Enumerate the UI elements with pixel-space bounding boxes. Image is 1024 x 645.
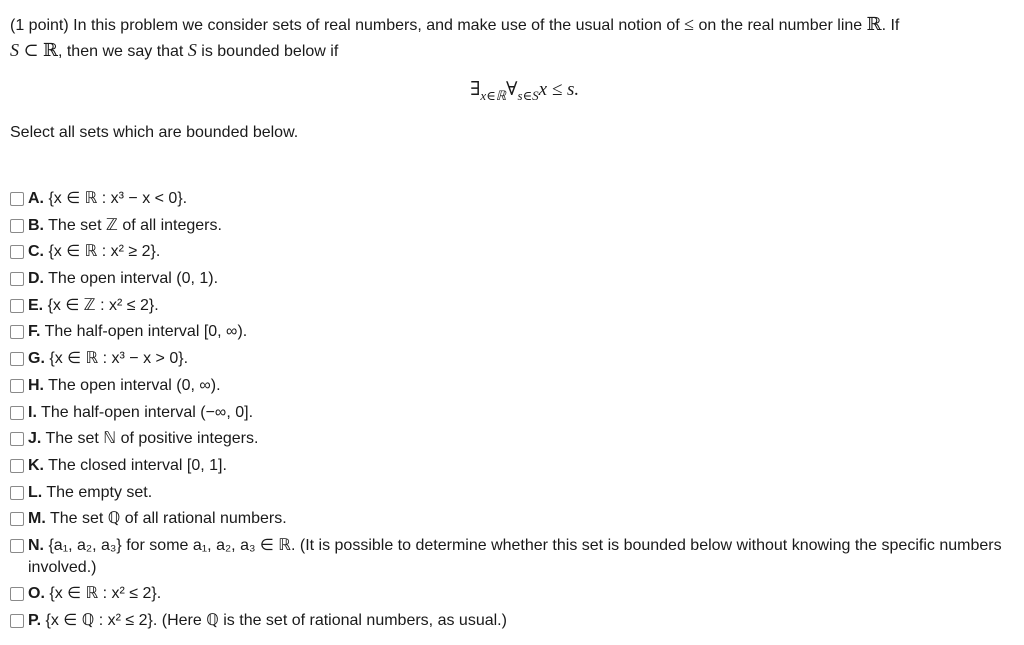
points-label: (1 point) xyxy=(10,17,69,34)
option-text: The empty set. xyxy=(46,483,153,501)
option-text: The open interval (0, ∞). xyxy=(48,376,221,394)
option-text: The set ℕ of positive integers. xyxy=(45,430,259,448)
option-row[interactable] xyxy=(10,215,1014,242)
option-checkbox[interactable] xyxy=(10,539,24,553)
option-checkbox[interactable] xyxy=(10,614,24,628)
option-letter: M. xyxy=(28,510,46,528)
option-row[interactable] xyxy=(10,295,1014,322)
option-row[interactable] xyxy=(10,188,1014,215)
option-letter: H. xyxy=(28,376,44,394)
option-letter: I. xyxy=(28,403,37,421)
option-text: The set ℚ of all rational numbers. xyxy=(49,510,287,528)
option-text-wrapper xyxy=(28,375,1014,397)
option-checkbox[interactable] xyxy=(10,406,24,420)
answer-options xyxy=(10,188,1014,636)
option-text-wrapper xyxy=(28,610,1014,632)
option-letter: D. xyxy=(28,270,44,288)
option-checkbox[interactable] xyxy=(10,512,24,526)
option-text-wrapper xyxy=(28,268,1014,290)
option-text-wrapper xyxy=(28,482,1014,504)
reals-symbol: ℝ xyxy=(866,14,882,34)
option-letter: F. xyxy=(28,323,41,341)
reals-symbol: ℝ xyxy=(43,40,58,60)
option-row[interactable] xyxy=(10,482,1014,509)
option-letter: G. xyxy=(28,350,45,368)
option-row[interactable] xyxy=(10,610,1014,637)
option-row[interactable] xyxy=(10,375,1014,402)
option-text-wrapper xyxy=(28,455,1014,477)
exists-symbol: ∃ xyxy=(470,79,481,100)
option-text-wrapper xyxy=(28,348,1014,370)
option-text: The half-open interval [0, ∞). xyxy=(44,323,248,341)
option-text: {x ∈ ℝ : x³ − x < 0}. xyxy=(48,190,188,207)
option-row[interactable] xyxy=(10,402,1014,429)
option-letter: O. xyxy=(28,584,45,602)
option-text-wrapper xyxy=(28,241,1014,263)
option-text-wrapper xyxy=(28,583,1014,605)
forall-subscript: s∈S xyxy=(517,87,539,103)
option-text: {x ∈ ℝ : x² ≥ 2}. xyxy=(48,243,161,261)
option-letter: A. xyxy=(28,190,44,207)
option-letter: L. xyxy=(28,483,43,501)
intro-text: , then we say that xyxy=(57,43,184,60)
option-checkbox[interactable] xyxy=(10,352,24,366)
option-text: {x ∈ ℝ : x² ≤ 2}. xyxy=(49,584,162,602)
intro-text: on the real number line xyxy=(698,17,863,34)
problem-intro xyxy=(10,12,1014,64)
option-row[interactable] xyxy=(10,535,1014,583)
question-prompt: Select all sets which are bounded below. xyxy=(10,124,299,141)
set-symbol: S xyxy=(10,40,19,60)
option-checkbox[interactable] xyxy=(10,219,24,233)
option-text-wrapper xyxy=(28,428,1014,450)
option-letter: N. xyxy=(28,536,44,554)
option-row[interactable] xyxy=(10,583,1014,610)
intro-text: . If xyxy=(881,17,900,34)
option-text-wrapper xyxy=(28,295,1014,317)
option-text-wrapper xyxy=(28,321,1014,343)
option-row[interactable] xyxy=(10,348,1014,375)
subset-symbol: ⊂ xyxy=(23,40,39,60)
option-row[interactable] xyxy=(10,268,1014,295)
leq-symbol: ≤ xyxy=(684,14,695,34)
option-checkbox[interactable] xyxy=(10,325,24,339)
definition-body: x ≤ s. xyxy=(538,79,580,100)
option-checkbox[interactable] xyxy=(10,192,24,206)
option-checkbox[interactable] xyxy=(10,272,24,286)
option-text: The half-open interval (−∞, 0]. xyxy=(41,403,254,421)
option-letter: J. xyxy=(28,430,42,448)
option-text: {x ∈ ℤ : x² ≤ 2}. xyxy=(47,296,159,314)
option-text: {x ∈ ℝ : x³ − x > 0}. xyxy=(49,350,189,368)
intro-text: is bounded below if xyxy=(201,43,339,60)
option-checkbox[interactable] xyxy=(10,432,24,446)
option-text: {a₁, a₂, a₃} for some a₁, a₂, a₃ ∈ ℝ. (It is possible to determine whether this set is bounded below without knowing the specific numbers involved.) xyxy=(28,536,1002,576)
option-text-wrapper xyxy=(28,535,1014,579)
option-row[interactable] xyxy=(10,428,1014,455)
option-checkbox[interactable] xyxy=(10,299,24,313)
option-text: The closed interval [0, 1]. xyxy=(48,456,227,474)
option-text: {x ∈ ℚ : x² ≤ 2}. (Here ℚ is the set of rational numbers, as usual.) xyxy=(45,611,507,629)
option-text-wrapper xyxy=(28,508,1014,530)
option-row[interactable] xyxy=(10,241,1014,268)
option-text-wrapper xyxy=(28,215,1014,237)
option-checkbox[interactable] xyxy=(10,245,24,259)
option-letter: K. xyxy=(28,456,44,474)
intro-text: In this problem we consider sets of real numbers, and make use of the usual notion of xyxy=(73,17,680,34)
option-checkbox[interactable] xyxy=(10,459,24,473)
option-row[interactable] xyxy=(10,508,1014,535)
option-checkbox[interactable] xyxy=(10,486,24,500)
option-letter: B. xyxy=(28,216,44,234)
option-row[interactable] xyxy=(10,455,1014,482)
option-letter: P. xyxy=(28,611,42,629)
option-text: The open interval (0, 1). xyxy=(48,270,219,288)
set-symbol: S xyxy=(187,40,197,60)
option-text: The set ℤ of all integers. xyxy=(48,216,222,234)
option-row[interactable] xyxy=(10,321,1014,348)
bounded-below-definition xyxy=(470,78,579,104)
option-text-wrapper xyxy=(28,188,1014,210)
option-letter: E. xyxy=(28,296,44,314)
option-checkbox[interactable] xyxy=(10,379,24,393)
option-letter: C. xyxy=(28,243,44,261)
option-text-wrapper xyxy=(28,402,1014,424)
option-checkbox[interactable] xyxy=(10,587,24,601)
exists-subscript: x∈ℝ xyxy=(480,87,507,103)
forall-symbol: ∀ xyxy=(506,79,518,100)
